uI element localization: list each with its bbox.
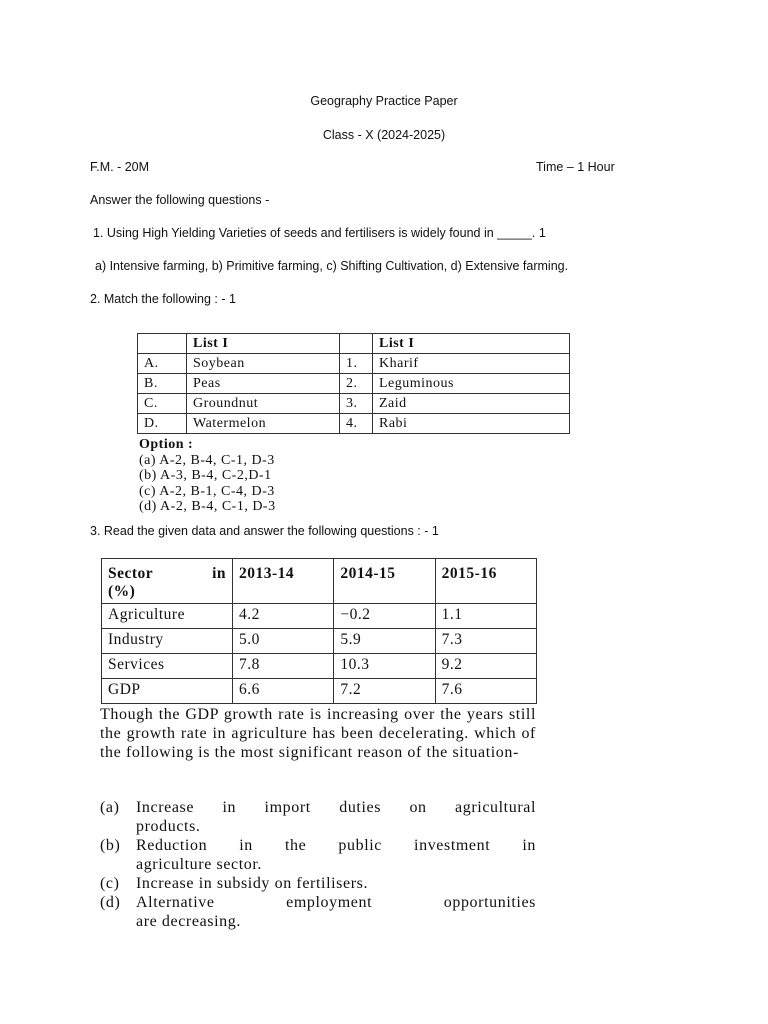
list1-value: Groundnut xyxy=(187,394,340,414)
table-row xyxy=(102,629,537,654)
value-cell: 7.2 xyxy=(334,679,435,704)
sector-cell: Services xyxy=(102,654,233,679)
list2-value: Rabi xyxy=(373,414,570,434)
list2-key: 3. xyxy=(340,394,373,414)
value-cell: 7.8 xyxy=(233,654,334,679)
match-blank-header xyxy=(138,334,187,354)
option-text: Alternative employment opportunities xyxy=(136,894,536,911)
option-label: (d) xyxy=(100,894,121,911)
sector-header-word: Sector xyxy=(108,565,154,582)
table-row xyxy=(102,654,537,679)
list1-value: Soybean xyxy=(187,354,340,374)
list2-header: List I xyxy=(373,334,570,354)
match-table xyxy=(137,333,570,434)
option-label: (a) xyxy=(100,799,120,816)
sector-header xyxy=(102,559,233,604)
question-2-options xyxy=(139,437,276,515)
option-label: (b) xyxy=(100,837,121,854)
option-text: Reduction in the public investment in xyxy=(136,837,536,854)
option-heading: Option : xyxy=(139,437,194,452)
growth-data-table xyxy=(101,558,537,704)
list2-value: Kharif xyxy=(373,354,570,374)
value-cell: −0.2 xyxy=(334,604,435,629)
value-cell: 5.0 xyxy=(233,629,334,654)
option-text-cont: products. xyxy=(136,818,201,835)
table-row xyxy=(138,374,570,394)
question-1: 1. Using High Yielding Varieties of seeds and fertilisers is widely found in _____. 1 xyxy=(93,226,546,240)
option-text: Increase in subsidy on fertilisers. xyxy=(136,875,369,892)
paper-title: Geography Practice Paper xyxy=(310,94,458,108)
year-header: 2013-14 xyxy=(233,559,334,604)
value-cell: 1.1 xyxy=(435,604,536,629)
question-1-options: a) Intensive farming, b) Primitive farming, c) Shifting Cultivation, d) Extensive farming. xyxy=(95,259,569,273)
list1-key: B. xyxy=(138,374,187,394)
question-3: 3. Read the given data and answer the following questions : - 1 xyxy=(90,524,439,538)
full-marks: F.M. - 20M xyxy=(90,160,150,174)
option-a xyxy=(100,798,536,836)
option-a: (a) A-2, B-4, C-1, D-3 xyxy=(139,452,275,468)
option-text-cont: are decreasing. xyxy=(136,913,241,930)
table-row xyxy=(138,354,570,374)
table-row xyxy=(102,604,537,629)
value-cell: 6.6 xyxy=(233,679,334,704)
list1-key: C. xyxy=(138,394,187,414)
value-cell: 5.9 xyxy=(334,629,435,654)
list1-key: A. xyxy=(138,354,187,374)
value-cell: 7.3 xyxy=(435,629,536,654)
value-cell: 9.2 xyxy=(435,654,536,679)
value-cell: 7.6 xyxy=(435,679,536,704)
class-line: Class - X (2024-2025) xyxy=(322,128,446,142)
list2-key: 1. xyxy=(340,354,373,374)
sector-header-in: in xyxy=(212,565,226,582)
year-header: 2014-15 xyxy=(334,559,435,604)
match-blank-header xyxy=(340,334,373,354)
sector-cell: Industry xyxy=(102,629,233,654)
option-c xyxy=(100,874,536,893)
value-cell: 4.2 xyxy=(233,604,334,629)
option-d: (d) A-2, B-4, C-1, D-3 xyxy=(139,499,276,514)
option-b xyxy=(100,836,536,874)
option-b: (b) A-3, B-4, C-2,D-1 xyxy=(139,468,272,483)
data-table-header-row xyxy=(102,559,537,604)
year-header: 2015-16 xyxy=(435,559,536,604)
list1-header: List I xyxy=(187,334,340,354)
table-row xyxy=(138,414,570,434)
instructions: Answer the following questions - xyxy=(90,193,270,207)
option-c: (c) A-2, B-1, C-4, D-3 xyxy=(139,483,275,499)
table-row xyxy=(138,394,570,414)
option-d xyxy=(100,893,536,931)
list2-value: Leguminous xyxy=(373,374,570,394)
sector-header-unit: (%) xyxy=(108,583,136,600)
question-3-options xyxy=(100,798,536,931)
table-row xyxy=(102,679,537,704)
value-cell: 10.3 xyxy=(334,654,435,679)
time-limit: Time – 1 Hour xyxy=(536,160,615,174)
list1-key: D. xyxy=(138,414,187,434)
option-text-cont: agriculture sector. xyxy=(136,856,263,873)
option-label: (c) xyxy=(100,875,120,892)
list2-key: 4. xyxy=(340,414,373,434)
sector-cell: GDP xyxy=(102,679,233,704)
sector-cell: Agriculture xyxy=(102,604,233,629)
option-text: Increase in import duties on agricultural xyxy=(136,799,536,816)
list1-value: Peas xyxy=(187,374,340,394)
question-2: 2. Match the following : - 1 xyxy=(90,292,236,306)
list2-value: Zaid xyxy=(373,394,570,414)
question-3-passage: Though the GDP growth rate is increasing over the years still the growth rate in agriculture has been decelerating. which of the following is the most significant reason of the situation- xyxy=(100,706,536,761)
list2-key: 2. xyxy=(340,374,373,394)
list1-value: Watermelon xyxy=(187,414,340,434)
match-table-header-row xyxy=(138,334,570,354)
